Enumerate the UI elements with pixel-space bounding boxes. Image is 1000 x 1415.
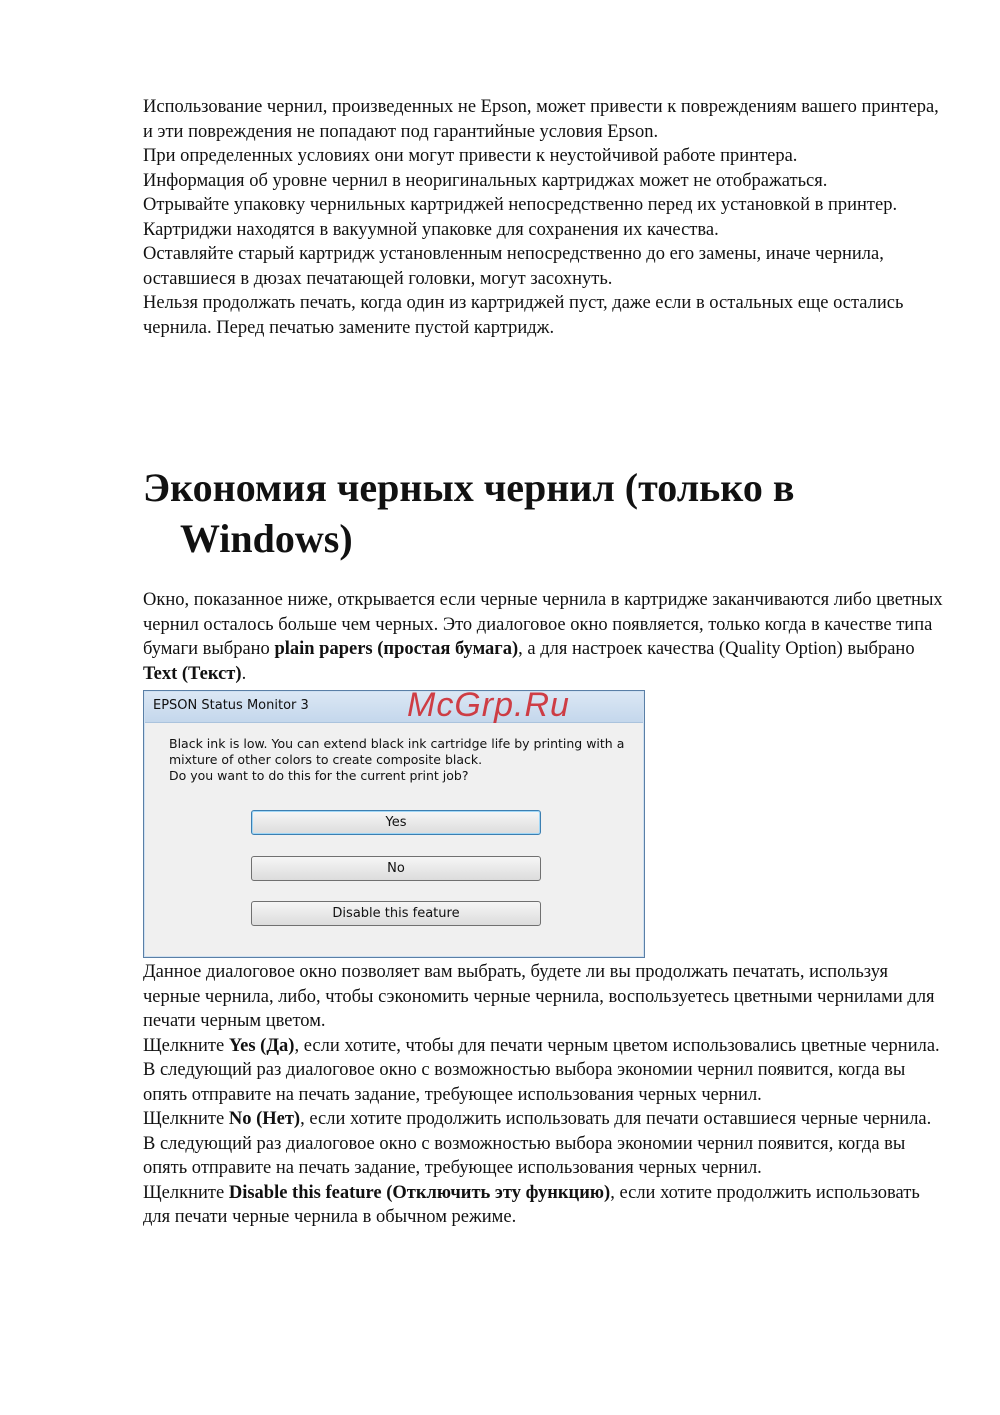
- dialog-body: [145, 723, 643, 956]
- explanation-text: , если хотите, чтобы для печати черным цветом использовались цветные чернила. В следующий раз диалоговое окно с возможностью выбора экономии чернил появится, когда вы опять отправите на печать задание, требующее использования черных чернил.: [143, 1035, 940, 1105]
- intro-bold-quality: Text (Текст): [143, 663, 242, 684]
- section-heading-line1: Экономия черных чернил (только в: [143, 465, 795, 510]
- explanation-text: Щелкните: [143, 1109, 229, 1129]
- intro-text: , а для настроек качества (Quality Option) выбрано: [518, 639, 915, 659]
- paragraph: [143, 1034, 943, 1108]
- dialog-explanation: [143, 960, 943, 1230]
- disable-feature-button[interactable]: Disable this feature: [251, 901, 541, 926]
- paragraph: [143, 1181, 943, 1230]
- explanation-bold-yes: Yes (Да): [228, 1035, 295, 1056]
- no-button[interactable]: No: [251, 856, 541, 881]
- dialog-message-line: mixture of other colors to create composite black.: [169, 752, 483, 767]
- paragraph: Нельзя продолжать печать, когда один из картриджей пуст, даже если в остальных еще остались чернила. Перед печатью замените пустой картридж.: [143, 293, 904, 338]
- watermark: McGrp.Ru: [407, 686, 570, 724]
- dialog-message-line: Do you want to do this for the current print job?: [169, 768, 469, 783]
- status-monitor-dialog: [143, 690, 645, 958]
- paragraph: Данное диалоговое окно позволяет вам выбрать, будете ли вы продолжать печатать, используя черные чернила, либо, чтобы сэкономить черные чернила, воспользуетесь цветными чернилами для печати черным цветом.: [143, 962, 935, 1031]
- explanation-bold-no: No (Нет): [228, 1109, 301, 1129]
- section-intro: [143, 588, 943, 686]
- intro-bold-paper-type: plain papers (простая бумага): [274, 639, 519, 659]
- explanation-text: , если хотите продолжить использовать для печати черные чернила в обычном режиме.: [143, 1182, 920, 1227]
- intro-text: Окно, показанное ниже, открывается если черные чернила в картридже заканчиваются либо цветных чернил осталось больше чем черных. Это диалоговое окно появляется, только когда в качестве типа бумаги выбрано: [143, 590, 943, 659]
- explanation-text: Щелкните: [143, 1182, 229, 1203]
- dialog-title: EPSON Status Monitor 3: [153, 698, 309, 713]
- paragraph: Отрывайте упаковку чернильных картриджей непосредственно перед их установкой в принтер. Картриджи находятся в вакуумной упаковке для сохранения их качества.: [143, 195, 898, 240]
- intro-text: .: [241, 663, 247, 684]
- paragraph: Информация об уровне чернил в неоригинальных картриджах может не отображаться.: [143, 170, 828, 191]
- explanation-text: Щелкните: [143, 1035, 229, 1056]
- ink-warning-text: [143, 95, 943, 340]
- paragraph: При определенных условиях они могут привести к неустойчивой работе принтера.: [143, 146, 798, 166]
- section-heading-line2: Windows): [180, 516, 353, 561]
- yes-button[interactable]: Yes: [251, 810, 541, 835]
- dialog-message: [169, 736, 629, 784]
- paragraph: [143, 1107, 943, 1181]
- paragraph: [143, 588, 943, 686]
- section-heading: [143, 462, 923, 564]
- dialog-message-line: Black ink is low. You can extend black ink cartridge life by printing with a: [169, 736, 625, 751]
- explanation-text: , если хотите продолжить использовать для печати оставшиеся черные чернила. В следующий раз диалоговое окно с возможностью выбора экономии чернил появится, когда вы опять отправите на печать задание, требующее использования черных чернил.: [143, 1109, 932, 1178]
- paragraph: Оставляйте старый картридж установленным непосредственно до его замены, иначе чернила, оставшиеся в дюзах печатающей головки, могут засохнуть.: [143, 244, 884, 289]
- explanation-bold-disable: Disable this feature (Отключить эту функцию): [228, 1182, 611, 1203]
- paragraph: Использование чернил, произведенных не Epson, может привести к повреждениям вашего принтера, и эти повреждения не попадают под гарантийные условия Epson.: [143, 97, 939, 142]
